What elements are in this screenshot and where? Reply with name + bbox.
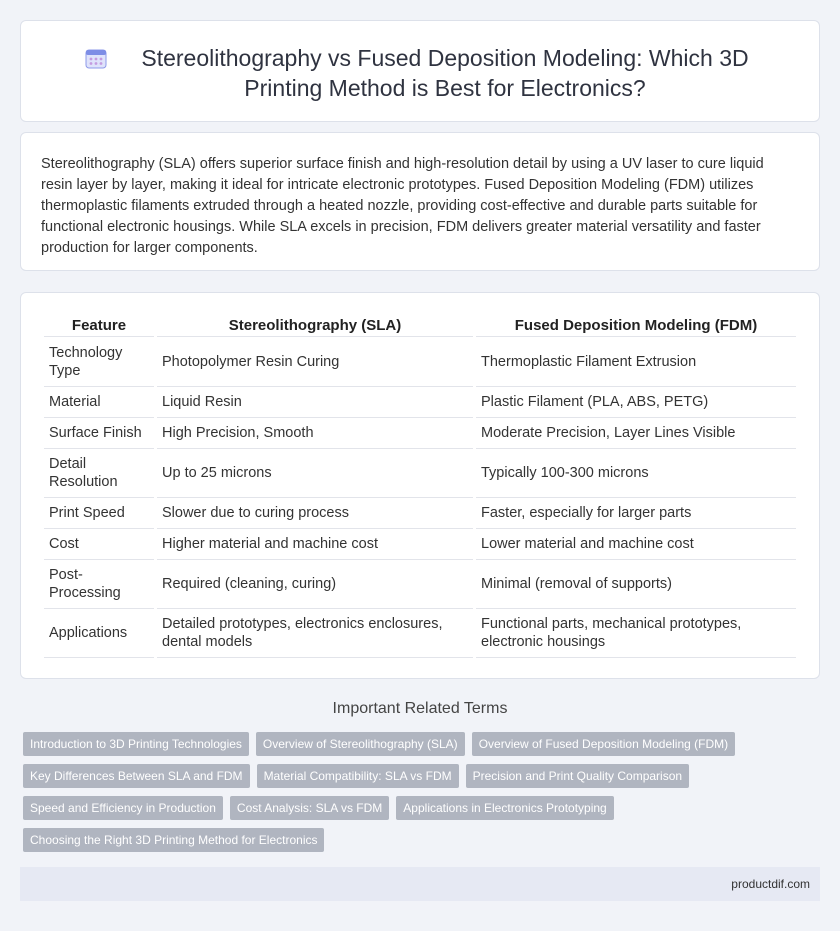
fdm-cell: Typically 100-300 microns <box>476 449 796 498</box>
sla-cell: High Precision, Smooth <box>157 418 473 449</box>
related-term-tag[interactable]: Precision and Print Quality Comparison <box>466 764 689 788</box>
table-row <box>44 529 796 560</box>
feature-cell: Technology Type <box>44 337 154 387</box>
table-row <box>44 609 796 658</box>
table-row <box>44 560 796 609</box>
fdm-cell: Plastic Filament (PLA, ABS, PETG) <box>476 387 796 418</box>
feature-cell: Applications <box>44 609 154 658</box>
column-header-feature: Feature <box>44 313 154 337</box>
sla-cell: Slower due to curing process <box>157 498 473 529</box>
page-title: Stereolithography vs Fused Deposition Modeling: Which 3D Printing Method is Best for Electronics? <box>141 45 749 101</box>
feature-cell: Surface Finish <box>44 418 154 449</box>
column-header-fdm: Fused Deposition Modeling (FDM) <box>476 313 796 337</box>
comparison-table-card <box>20 292 820 679</box>
fdm-cell: Minimal (removal of supports) <box>476 560 796 609</box>
fdm-cell: Faster, especially for larger parts <box>476 498 796 529</box>
fdm-cell: Functional parts, mechanical prototypes, electronic housings <box>476 609 796 658</box>
related-term-tag[interactable]: Cost Analysis: SLA vs FDM <box>230 796 389 820</box>
related-term-tag[interactable]: Introduction to 3D Printing Technologies <box>23 732 249 756</box>
column-header-sla: Stereolithography (SLA) <box>157 313 473 337</box>
feature-cell: Post-Processing <box>44 560 154 609</box>
sla-cell: Higher material and machine cost <box>157 529 473 560</box>
related-term-tag[interactable]: Material Compatibility: SLA vs FDM <box>257 764 459 788</box>
table-row <box>44 449 796 498</box>
related-terms-list <box>23 732 803 860</box>
related-term-tag[interactable]: Overview of Stereolithography (SLA) <box>256 732 465 756</box>
footer <box>20 867 820 901</box>
related-term-tag[interactable]: Speed and Efficiency in Production <box>23 796 223 820</box>
related-term-tag[interactable]: Applications in Electronics Prototyping <box>396 796 613 820</box>
related-term-tag[interactable]: Choosing the Right 3D Printing Method for Electronics <box>23 828 324 852</box>
tag-row <box>23 796 803 820</box>
table-row <box>44 498 796 529</box>
comparison-table <box>41 313 799 658</box>
footer-site-link[interactable]: productdif.com <box>731 877 810 891</box>
table-row <box>44 418 796 449</box>
summary-text: Stereolithography (SLA) offers superior surface finish and high-resolution detail by using a UV laser to cure liquid resin layer by layer, making it ideal for intricate electronic prototypes. Fused Deposition Modeling (FDM) utilizes thermoplastic filaments extruded through a heated nozzle, providing cost-effective and durable parts suitable for functional electronic housings. While SLA excels in precision, FDM delivers greater material versatility and faster production for larger components. <box>41 156 764 256</box>
tag-row <box>23 764 803 788</box>
tag-row <box>23 828 803 852</box>
sla-cell: Photopolymer Resin Curing <box>157 337 473 387</box>
feature-cell: Cost <box>44 529 154 560</box>
fdm-cell: Moderate Precision, Layer Lines Visible <box>476 418 796 449</box>
table-row <box>44 337 796 387</box>
fdm-cell: Lower material and machine cost <box>476 529 796 560</box>
sla-cell: Detailed prototypes, electronics enclosures, dental models <box>157 609 473 658</box>
sla-cell: Liquid Resin <box>157 387 473 418</box>
table-row <box>44 387 796 418</box>
sla-cell: Up to 25 microns <box>157 449 473 498</box>
feature-cell: Print Speed <box>44 498 154 529</box>
header-card <box>20 20 820 122</box>
tag-row <box>23 732 803 756</box>
sla-cell: Required (cleaning, curing) <box>157 560 473 609</box>
related-term-tag[interactable]: Overview of Fused Deposition Modeling (FDM) <box>472 732 735 756</box>
fdm-cell: Thermoplastic Filament Extrusion <box>476 337 796 387</box>
related-term-tag[interactable]: Key Differences Between SLA and FDM <box>23 764 250 788</box>
feature-cell: Detail Resolution <box>44 449 154 498</box>
table-header-row <box>44 313 796 337</box>
feature-cell: Material <box>44 387 154 418</box>
related-terms-heading: Important Related Terms <box>332 700 508 717</box>
summary-card <box>20 132 820 271</box>
